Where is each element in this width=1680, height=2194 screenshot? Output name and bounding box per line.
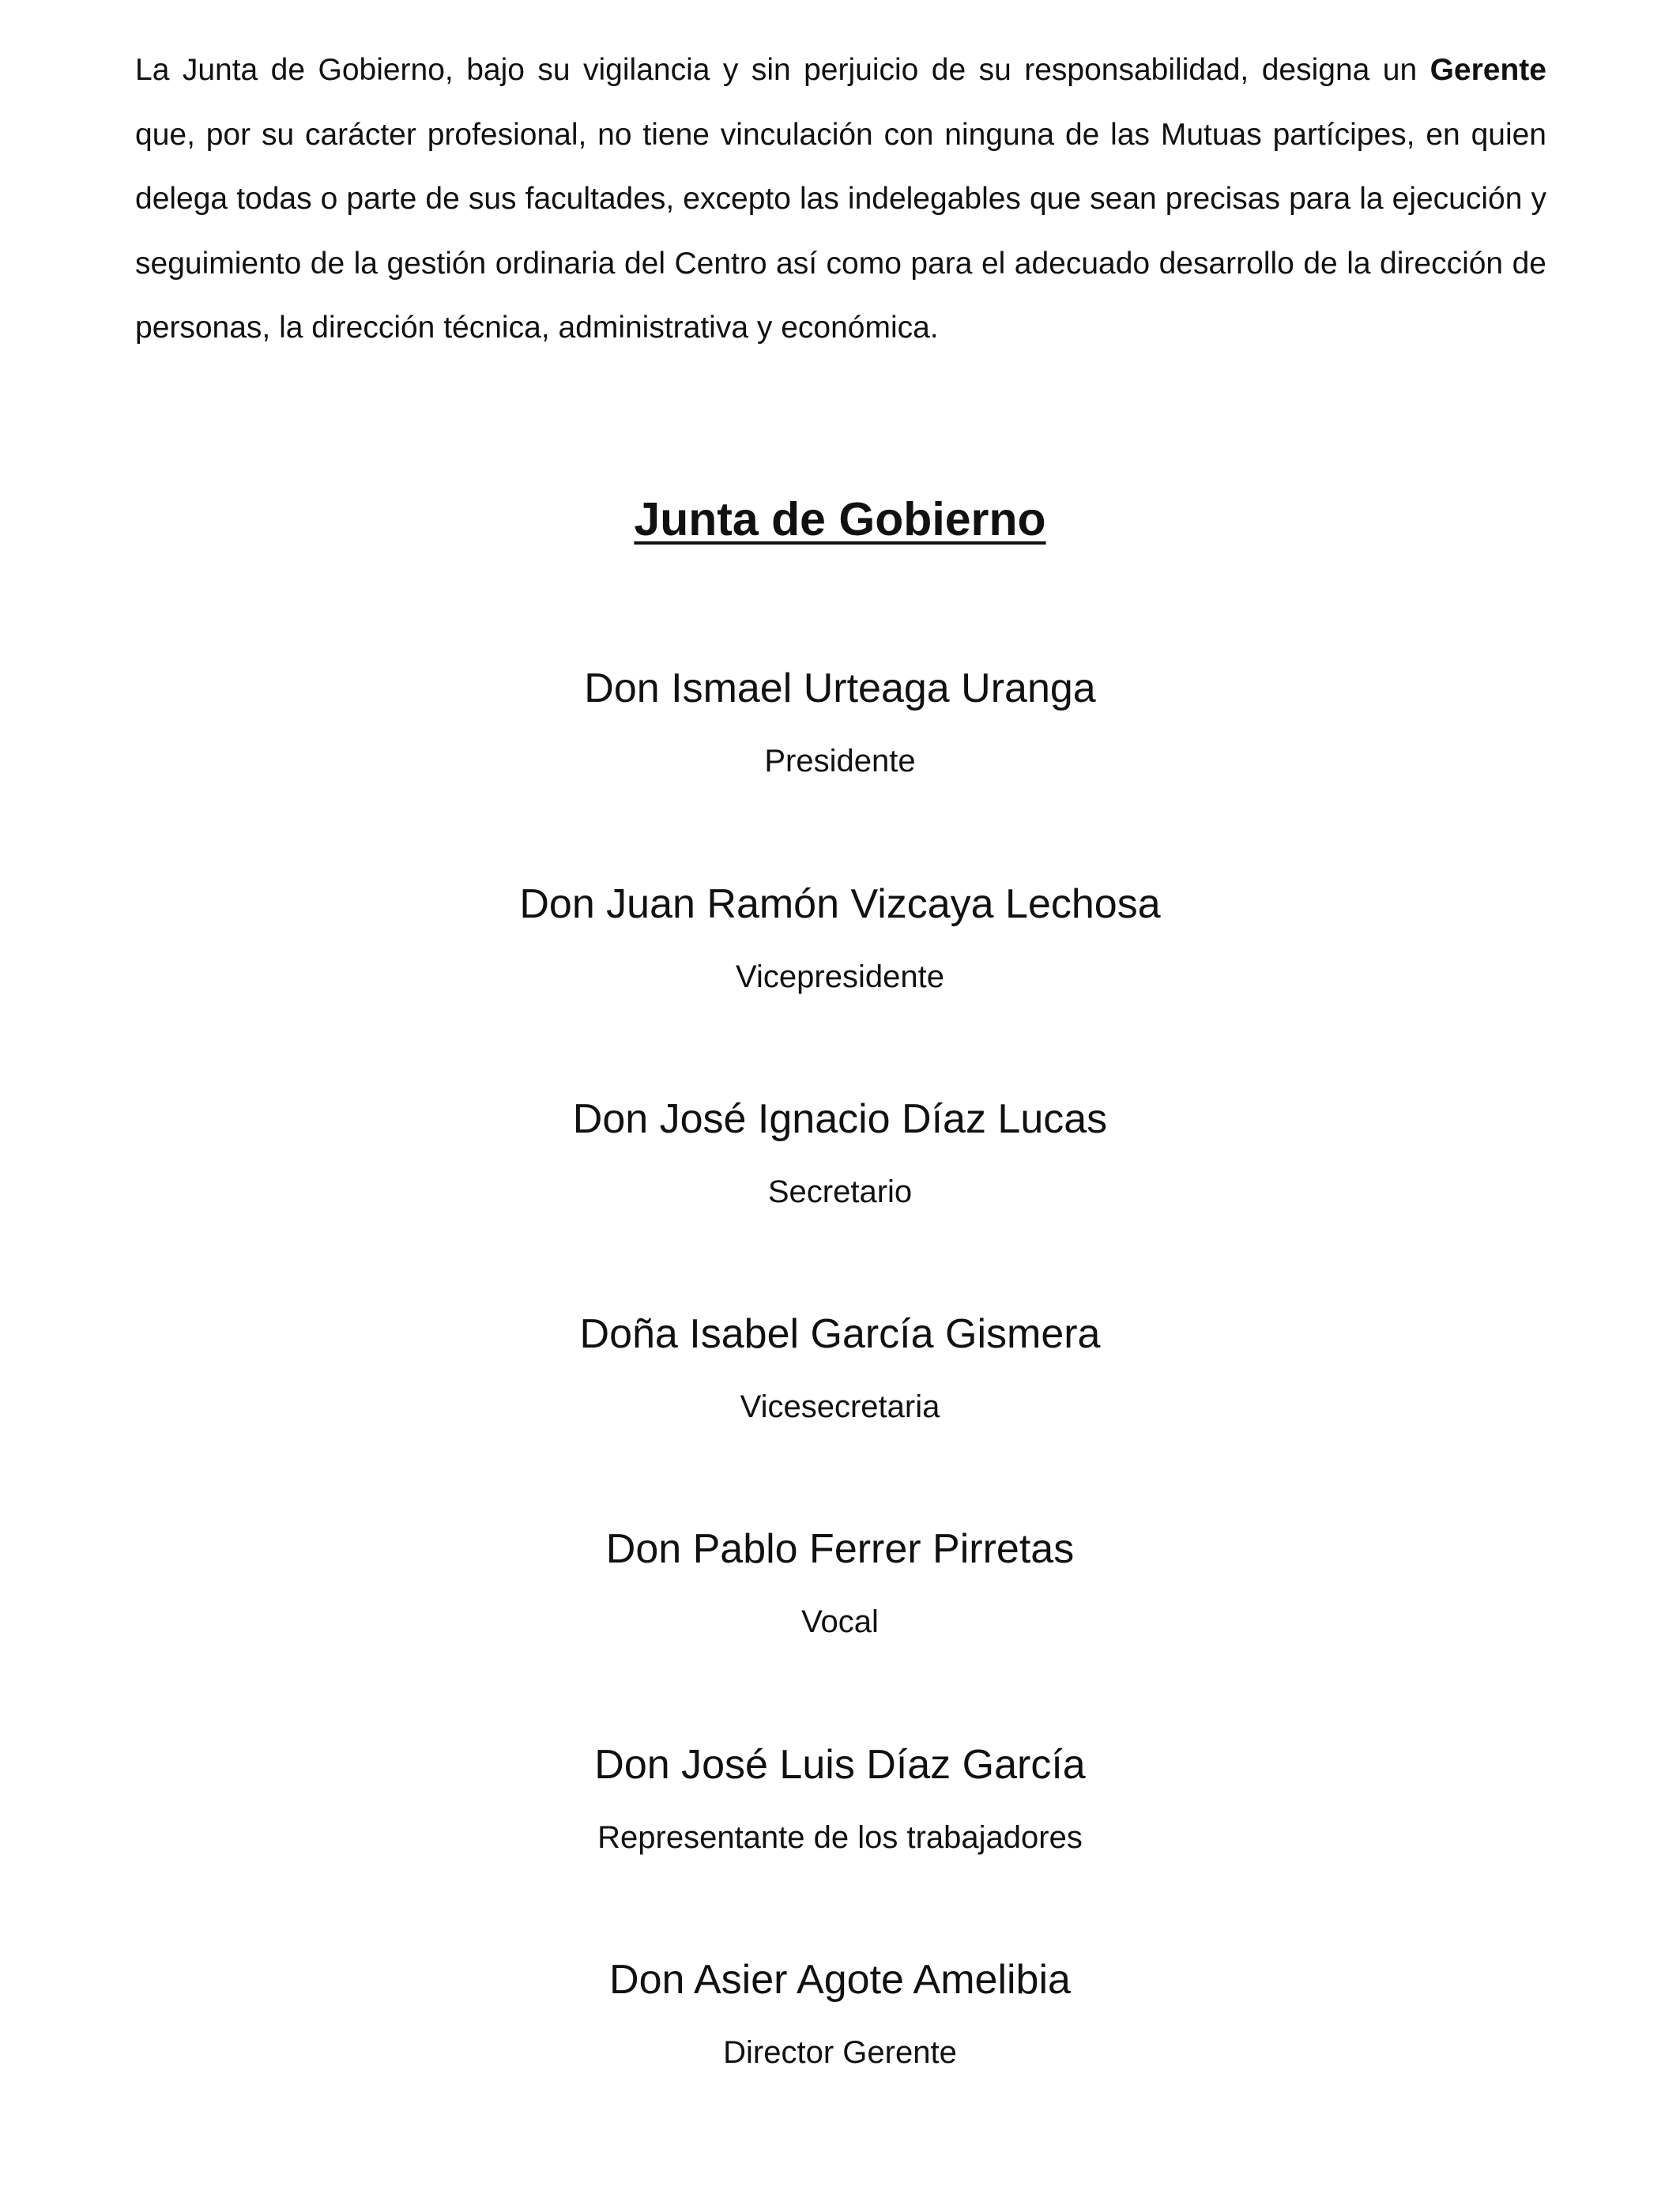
member-name: Doña Isabel García Gismera: [579, 1311, 1101, 1357]
member-role: Vicepresidente: [736, 959, 944, 994]
intro-text-start: La Junta de Gobierno, bajo su vigilancia y sin perjuicio de su responsabilidad, designa un: [135, 53, 1430, 87]
member-role: Representante de los trabajadores: [597, 1820, 1083, 1855]
member-entry: [0, 1952, 1680, 2074]
member-name: Don Pablo Ferrer Pirretas: [605, 1526, 1075, 1572]
member-entry: [0, 661, 1680, 782]
member-role: Secretario: [767, 1174, 913, 1209]
member-role: Vicesecretaria: [740, 1389, 940, 1424]
intro-text-end: que, por su carácter profesional, no tiene vinculación con ninguna de las Mutuas partícipes, en quien delega todas o parte de sus facultades, excepto las indelegables que sean precisas para la ejecución y seguimiento de la gestión ordinaria del Centro así como para el adecuado desarrollo de la dirección de personas, la dirección técnica, administrativa y económica.: [135, 117, 1546, 345]
member-entry: [0, 1737, 1680, 1859]
member-name: Don José Ignacio Díaz Lucas: [572, 1096, 1108, 1142]
member-role: Director Gerente: [723, 2035, 957, 2070]
member-name: Don José Luis Díaz García: [594, 1742, 1086, 1788]
member-name: Don Ismael Urteaga Uranga: [584, 665, 1096, 711]
member-entry: [0, 1091, 1680, 1213]
member-role: Presidente: [764, 744, 916, 778]
member-name: Don Juan Ramón Vizcaya Lechosa: [519, 881, 1161, 927]
member-entry: [0, 1306, 1680, 1428]
intro-bold-term: Gerente: [1430, 53, 1546, 87]
member-name: Don Asier Agote Amelibia: [609, 1957, 1071, 2003]
member-entry: [0, 876, 1680, 998]
intro-paragraph: [135, 38, 1546, 360]
member-entry: [0, 1521, 1680, 1643]
member-role: Vocal: [801, 1604, 879, 1639]
section-heading: Junta de Gobierno: [634, 493, 1046, 545]
